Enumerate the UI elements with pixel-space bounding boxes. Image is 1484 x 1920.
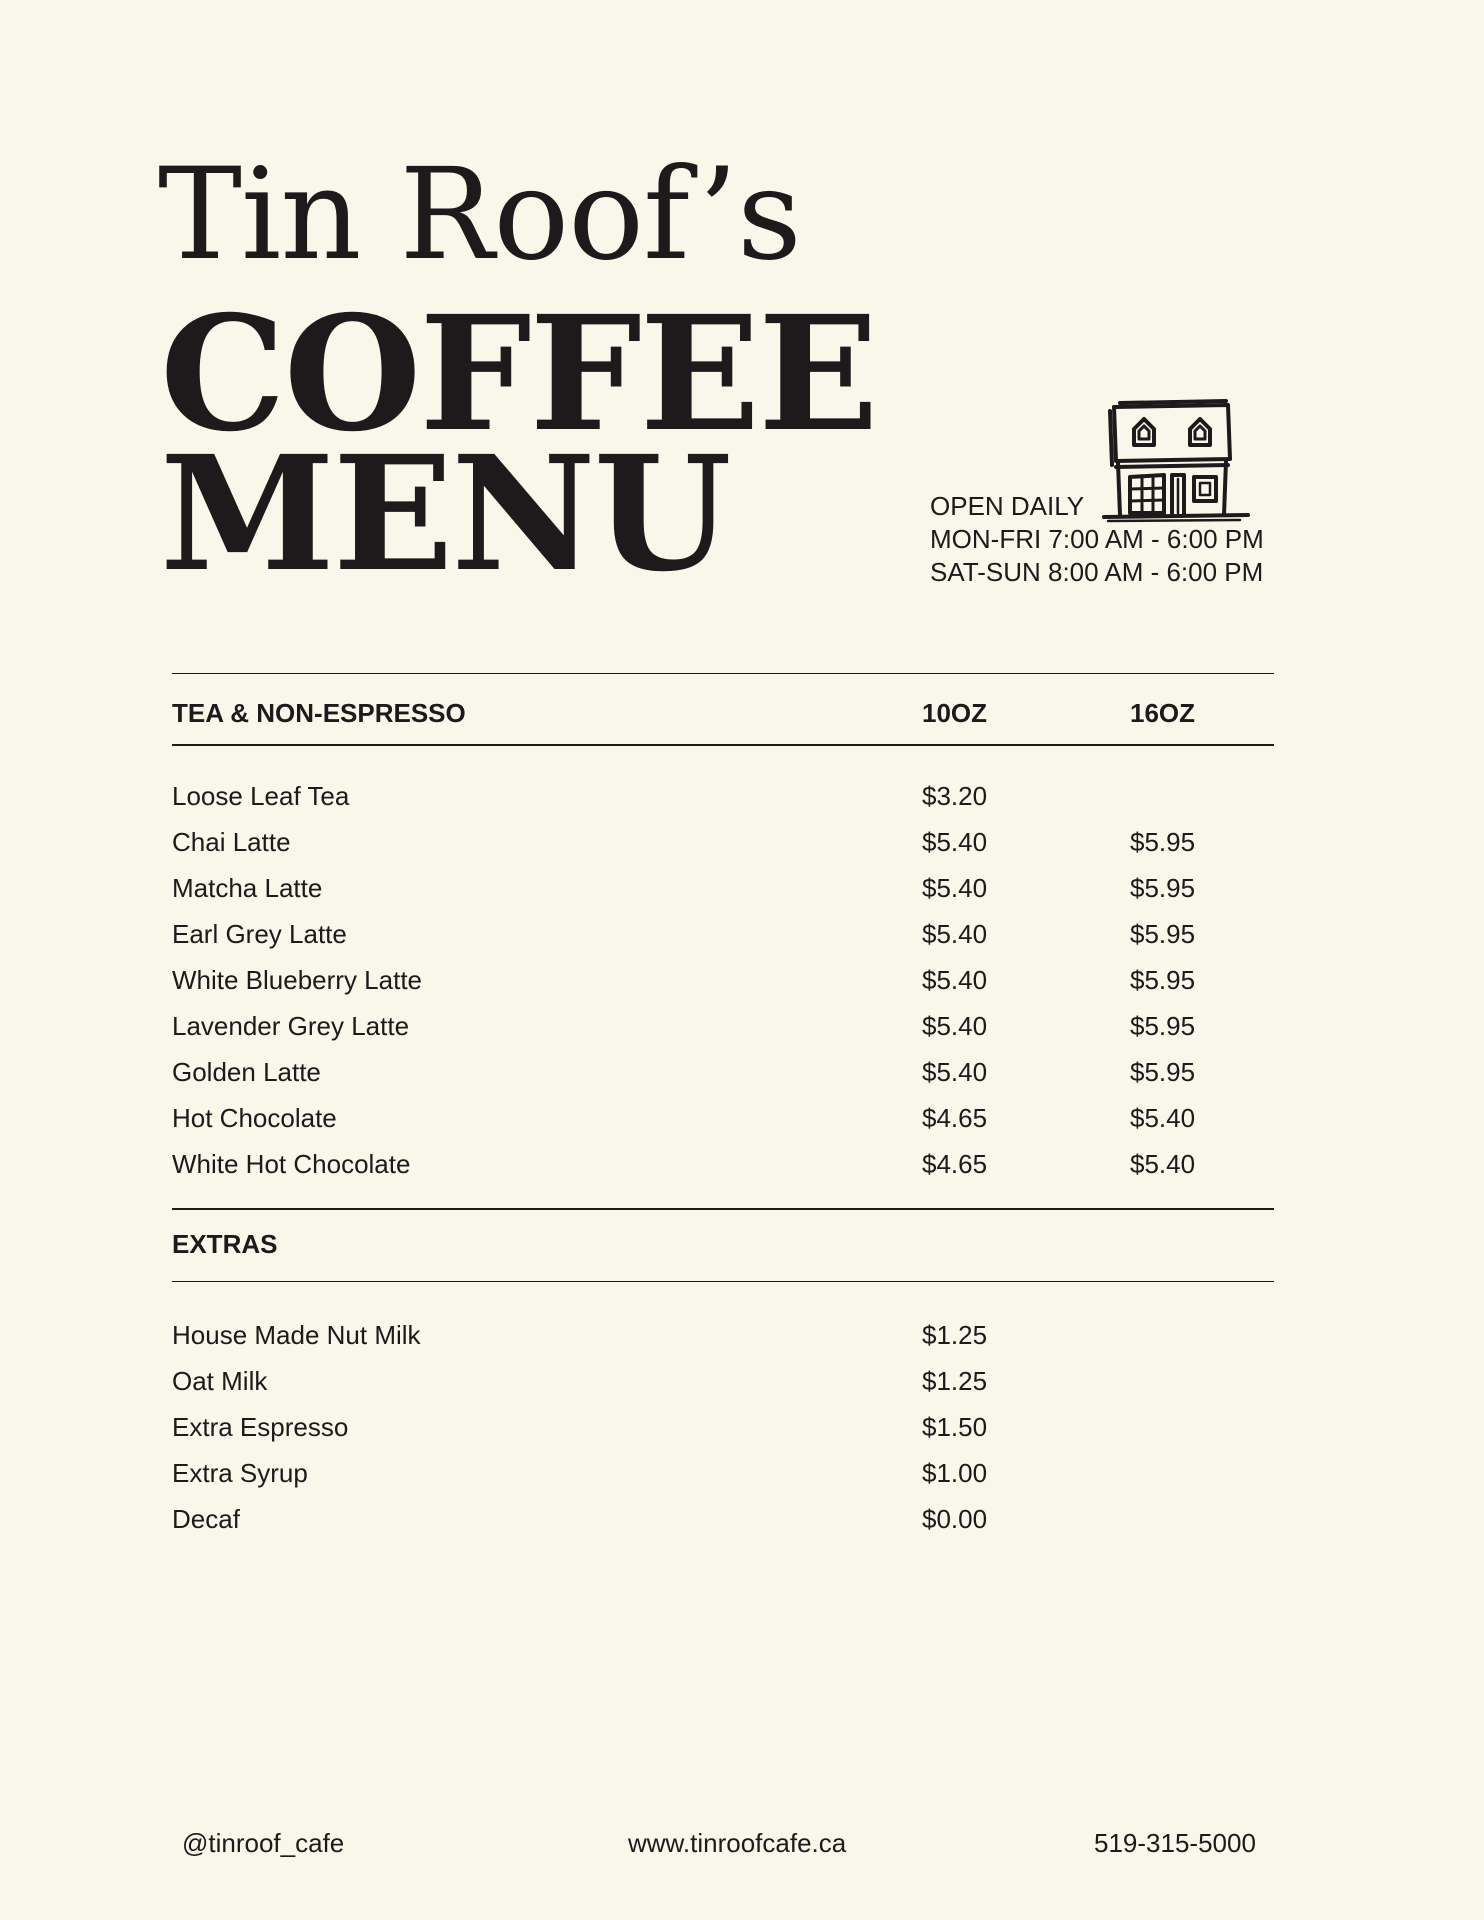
- item-name: Decaf: [172, 1504, 240, 1534]
- price-16oz: $5.40: [1130, 1103, 1196, 1133]
- item-name: Lavender Grey Latte: [172, 1011, 410, 1041]
- menu-item: [172, 911, 1274, 957]
- divider: [172, 1208, 1274, 1210]
- item-name: Earl Grey Latte: [172, 919, 347, 949]
- website: www.tinroofcafe.ca: [628, 1828, 847, 1858]
- divider: [172, 1281, 1274, 1282]
- item-price: $1.25: [922, 1320, 988, 1350]
- item-name: Extra Syrup: [172, 1458, 308, 1488]
- item-name: Oat Milk: [172, 1366, 268, 1396]
- price-16oz: $5.95: [1130, 919, 1196, 949]
- item-name: Golden Latte: [172, 1057, 321, 1087]
- column-10oz: 10OZ: [922, 698, 988, 728]
- price-10oz: $4.65: [922, 1149, 988, 1179]
- price-10oz: $5.40: [922, 1057, 988, 1087]
- hours-weekends: SAT-SUN 8:00 AM - 6:00 PM: [930, 557, 1264, 587]
- price-10oz: $5.40: [922, 919, 988, 949]
- tea-section-heading: TEA & NON-ESPRESSO: [172, 698, 466, 728]
- menu-item: [172, 1404, 1274, 1450]
- price-16oz: $5.95: [1130, 827, 1196, 857]
- price-10oz: $5.40: [922, 873, 988, 903]
- tea-item-list: [172, 773, 1274, 1187]
- price-10oz: $5.40: [922, 1011, 988, 1041]
- divider: [172, 673, 1274, 674]
- menu-item: [172, 819, 1274, 865]
- price-16oz: $5.95: [1130, 1011, 1196, 1041]
- menu-item: [172, 773, 1274, 819]
- menu-title-line2: MENU: [160, 422, 730, 607]
- item-name: Extra Espresso: [172, 1412, 349, 1442]
- divider: [172, 744, 1274, 746]
- menu-item: [172, 957, 1274, 1003]
- menu-item: [172, 1358, 1274, 1404]
- hours-open-daily: OPEN DAILY: [930, 491, 1085, 521]
- menu-item: [172, 1496, 1274, 1542]
- hours-weekdays: MON-FRI 7:00 AM - 6:00 PM: [930, 524, 1264, 554]
- extras-item-list: [172, 1312, 1274, 1542]
- cafe-name: Tin Roof’s: [158, 141, 801, 288]
- column-16oz: 16OZ: [1130, 698, 1196, 728]
- item-price: $1.25: [922, 1366, 988, 1396]
- social-handle: @tinroof_cafe: [182, 1828, 345, 1858]
- price-16oz: $5.95: [1130, 873, 1196, 903]
- price-10oz: $5.40: [922, 965, 988, 995]
- price-16oz: $5.95: [1130, 1057, 1196, 1087]
- item-name: Chai Latte: [172, 827, 291, 857]
- item-name: House Made Nut Milk: [172, 1320, 421, 1350]
- menu-item: [172, 865, 1274, 911]
- price-10oz: $3.20: [922, 781, 988, 811]
- menu-item: [172, 1312, 1274, 1358]
- menu-item: [172, 1450, 1274, 1496]
- price-16oz: $5.40: [1130, 1149, 1196, 1179]
- extras-section-heading: EXTRAS: [172, 1229, 278, 1259]
- menu-title-line1: COFFEE: [160, 282, 877, 467]
- item-price: $1.50: [922, 1412, 988, 1442]
- menu-item: [172, 1095, 1274, 1141]
- price-10oz: $4.65: [922, 1103, 988, 1133]
- extras-section-header: [172, 1229, 1274, 1269]
- price-16oz: $5.95: [1130, 965, 1196, 995]
- opening-hours: [930, 490, 1264, 589]
- price-10oz: $5.40: [922, 827, 988, 857]
- item-name: Hot Chocolate: [172, 1103, 337, 1133]
- menu-item: [172, 1049, 1274, 1095]
- tea-section-header: [172, 698, 1274, 738]
- menu-item: [172, 1141, 1274, 1187]
- item-name: Matcha Latte: [172, 873, 323, 903]
- item-price: $1.00: [922, 1458, 988, 1488]
- item-name: Loose Leaf Tea: [172, 781, 350, 811]
- item-name: White Blueberry Latte: [172, 965, 423, 995]
- menu-item: [172, 1003, 1274, 1049]
- item-name: White Hot Chocolate: [172, 1149, 411, 1179]
- phone-number: 519-315-5000: [1094, 1828, 1256, 1858]
- item-price: $0.00: [922, 1504, 988, 1534]
